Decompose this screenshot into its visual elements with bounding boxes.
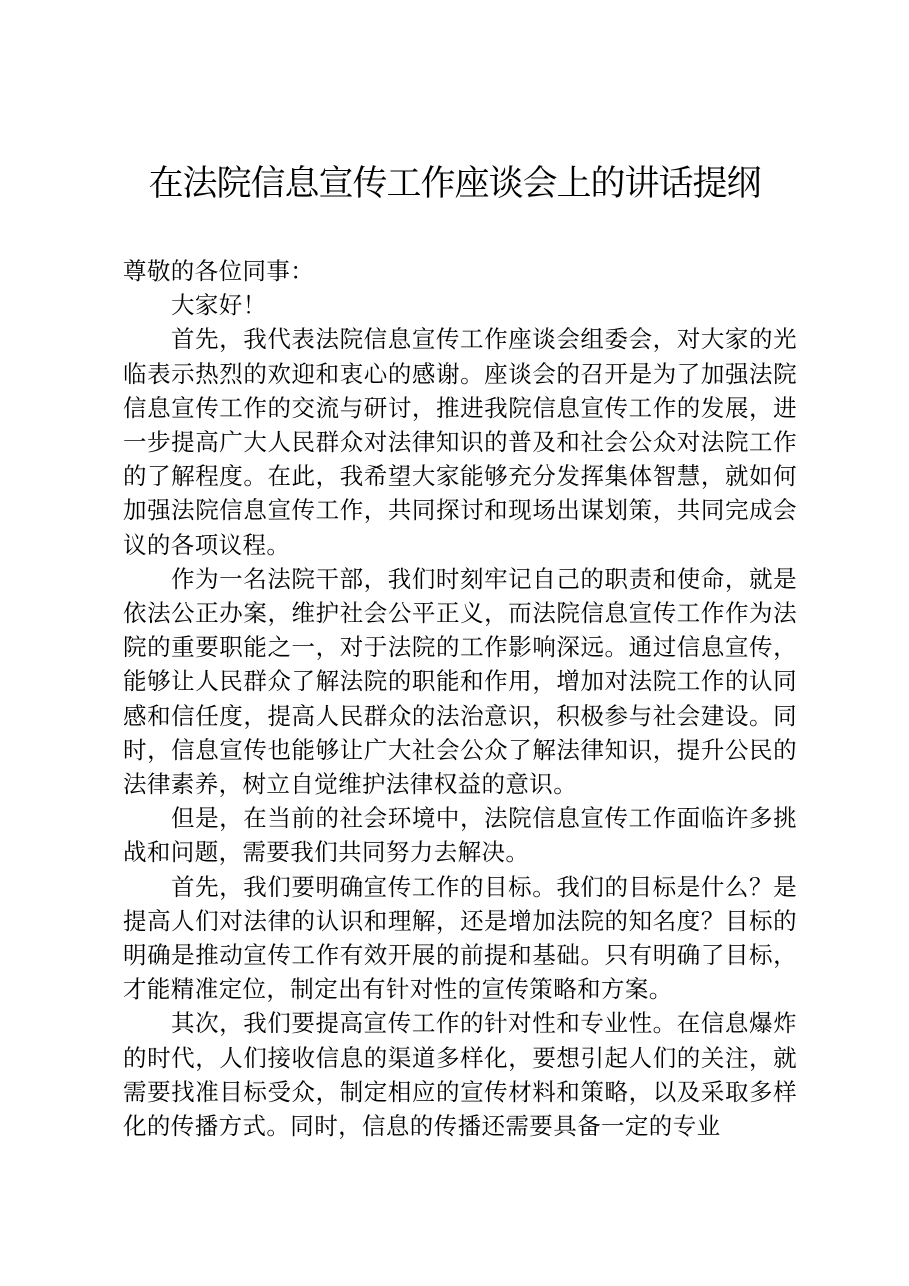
greeting: 大家好！ [171, 291, 267, 320]
paragraph: 但是，在当前的社会环境中，法院信息宣传工作面临许多挑战和问题，需要我们共同努力去解决。 [123, 804, 797, 867]
paragraph: 首先，我代表法院信息宣传工作座谈会组委会，对大家的光临表示热烈的欢迎和衷心的感谢。座谈会的召开是为了加强法院信息宣传工作的交流与研讨，推进我院信息宣传工作的发展，进一步提高广大人民群众对法律知识的普及和社会公众对法院工作的了解程度。在此，我希望大家能够充分发挥集体智慧，就如何加强法院信息宣传工作，共同探讨和现场出谋划策，共同完成会议的各项议程。 [123, 325, 797, 559]
document-title: 在法院信息宣传工作座谈会上的讲话提纲 [148, 164, 761, 204]
paragraph: 作为一名法院干部，我们时刻牢记自己的职责和使命，就是依法公正办案，维护社会公平正义，而法院信息宣传工作作为法院的重要职能之一，对于法院的工作影响深远。通过信息宣传，能够让人民群众了解法院的职能和作用，增加对法院工作的认同感和信任度，提高人民群众的法治意识，积极参与社会建设。同时，信息宣传也能够让广大社会公众了解法律知识，提升公民的法律素养，树立自觉维护法律权益的意识。 [123, 564, 797, 799]
paragraph: 其次，我们要提高宣传工作的针对性和专业性。在信息爆炸的时代，人们接收信息的渠道多样化，要想引起人们的关注，就需要找准目标受众，制定相应的宣传材料和策略，以及采取多样化的传播方式。同时，信息的传播还需要具备一定的专业 [123, 1009, 797, 1141]
salutation: 尊敬的各位同事： [123, 257, 315, 285]
paragraph: 首先，我们要明确宣传工作的目标。我们的目标是什么？是提高人们对法律的认识和理解，还是增加法院的知名度？目标的明确是推动宣传工作有效开展的前提和基础。只有明确了目标，才能精准定位，制定出有针对性的宣传策略和方案。 [123, 872, 797, 1004]
document-body [123, 254, 797, 1143]
